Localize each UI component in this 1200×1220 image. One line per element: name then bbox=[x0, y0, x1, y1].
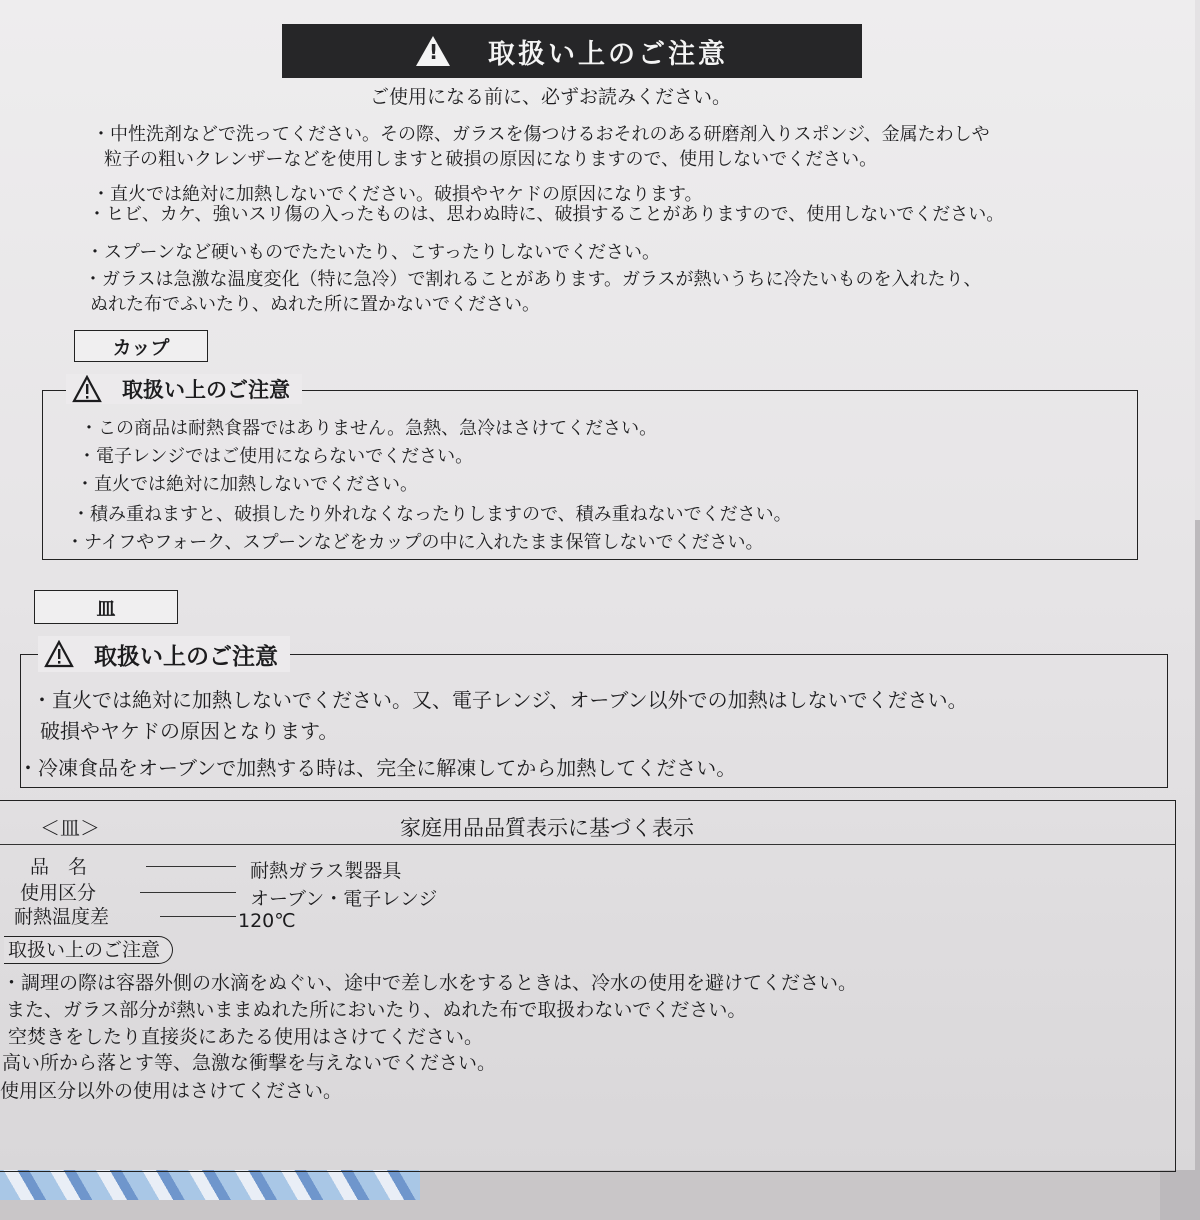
leader-line bbox=[160, 916, 236, 917]
general-note: ・ヒビ、カケ、強いスリ傷の入ったものは、思わぬ時に、破損することがありますので、使用しないでください。 bbox=[88, 204, 1005, 225]
general-note: ・直火では絶対に加熱しないでください。破損やヤケドの原因になります。 bbox=[92, 184, 703, 205]
general-note: ぬれた布でふいたり、ぬれた所に置かないでください。 bbox=[90, 294, 540, 315]
warning-icon bbox=[72, 375, 102, 403]
cup-heading-text: 取扱い上のご注意 bbox=[122, 378, 290, 402]
row-label-name: 品 名 bbox=[30, 856, 88, 878]
quality-tag: ＜皿＞ bbox=[40, 816, 100, 840]
quality-caution-label: 取扱い上のご注意 bbox=[4, 936, 173, 964]
general-note: ・ガラスは急激な温度変化（特に急冷）で割れることがあります。ガラスが熱いうちに冷たいものを入れたり、 bbox=[84, 269, 982, 290]
cup-note: ・積み重ねますと、破損したり外れなくなったりしますので、積み重ねないでください。 bbox=[72, 504, 792, 525]
cup-tag: カップ bbox=[74, 330, 208, 362]
row-value-heat: 120℃ bbox=[238, 910, 296, 932]
plate-note: 破損やヤケドの原因となります。 bbox=[40, 719, 339, 743]
row-label-usage: 使用区分 bbox=[20, 882, 97, 904]
warning-icon bbox=[416, 36, 450, 66]
cup-note: ・直火では絶対に加熱しないでください。 bbox=[76, 474, 418, 495]
row-label-heat: 耐熱温度差 bbox=[14, 906, 110, 928]
general-note: 粒子の粗いクレンザーなどを使用しますと破損の原因になりますので、使用しないでください。 bbox=[104, 149, 878, 170]
warning-icon bbox=[44, 640, 74, 668]
quality-note: 使用区分以外の使用はさけてください。 bbox=[0, 1080, 343, 1102]
leader-line bbox=[140, 892, 236, 893]
cup-note: ・電子レンジではご使用にならないでください。 bbox=[78, 446, 474, 467]
quality-divider bbox=[0, 844, 1175, 845]
plate-note: ・冷凍食品をオーブンで加熱する時は、完全に解凍してから加熱してください。 bbox=[18, 756, 737, 780]
quality-note: ・調理の際は容器外側の水滴をぬぐい、途中で差し水をするときは、冷水の使用を避けてください。 bbox=[2, 972, 858, 994]
row-value-usage: オーブン・電子レンジ bbox=[250, 888, 438, 910]
general-note: ・スプーンなど硬いものでたたいたり、こすったりしないでください。 bbox=[86, 242, 661, 263]
general-note: ・中性洗剤などで洗ってください。その際、ガラスを傷つけるおそれのある研磨剤入りスポンジ、金属たわしや bbox=[92, 124, 990, 145]
leader-line bbox=[146, 866, 236, 867]
quality-note: また、ガラス部分が熱いままぬれた所においたり、ぬれた布で取扱わないでください。 bbox=[6, 999, 747, 1021]
plate-caution-heading bbox=[38, 636, 290, 672]
cup-note: ・ナイフやフォーク、スプーンなどをカップの中に入れたまま保管しないでください。 bbox=[66, 532, 764, 553]
plate-tag: 皿 bbox=[34, 590, 178, 624]
cup-caution-heading bbox=[66, 374, 302, 404]
plate-note: ・直火では絶対に加熱しないでください。又、電子レンジ、オーブン以外での加熱はしないでください。 bbox=[32, 688, 968, 712]
row-value-name: 耐熱ガラス製器具 bbox=[250, 860, 402, 882]
subtitle: ご使用になる前に、必ずお読みください。 bbox=[370, 86, 732, 108]
quality-note: 空焚きをしたり直接炎にあたる使用はさけてください。 bbox=[8, 1026, 484, 1048]
quality-note: 高い所から落とす等、急激な衝撃を与えないでください。 bbox=[2, 1052, 497, 1074]
quality-title: 家庭用品品質表示に基づく表示 bbox=[400, 816, 694, 840]
plate-heading-text: 取扱い上のご注意 bbox=[94, 643, 278, 670]
title-banner bbox=[282, 24, 862, 78]
cup-note: ・この商品は耐熱食器ではありません。急熱、急冷はさけてください。 bbox=[80, 418, 658, 439]
title-text: 取扱い上のご注意 bbox=[488, 38, 728, 70]
